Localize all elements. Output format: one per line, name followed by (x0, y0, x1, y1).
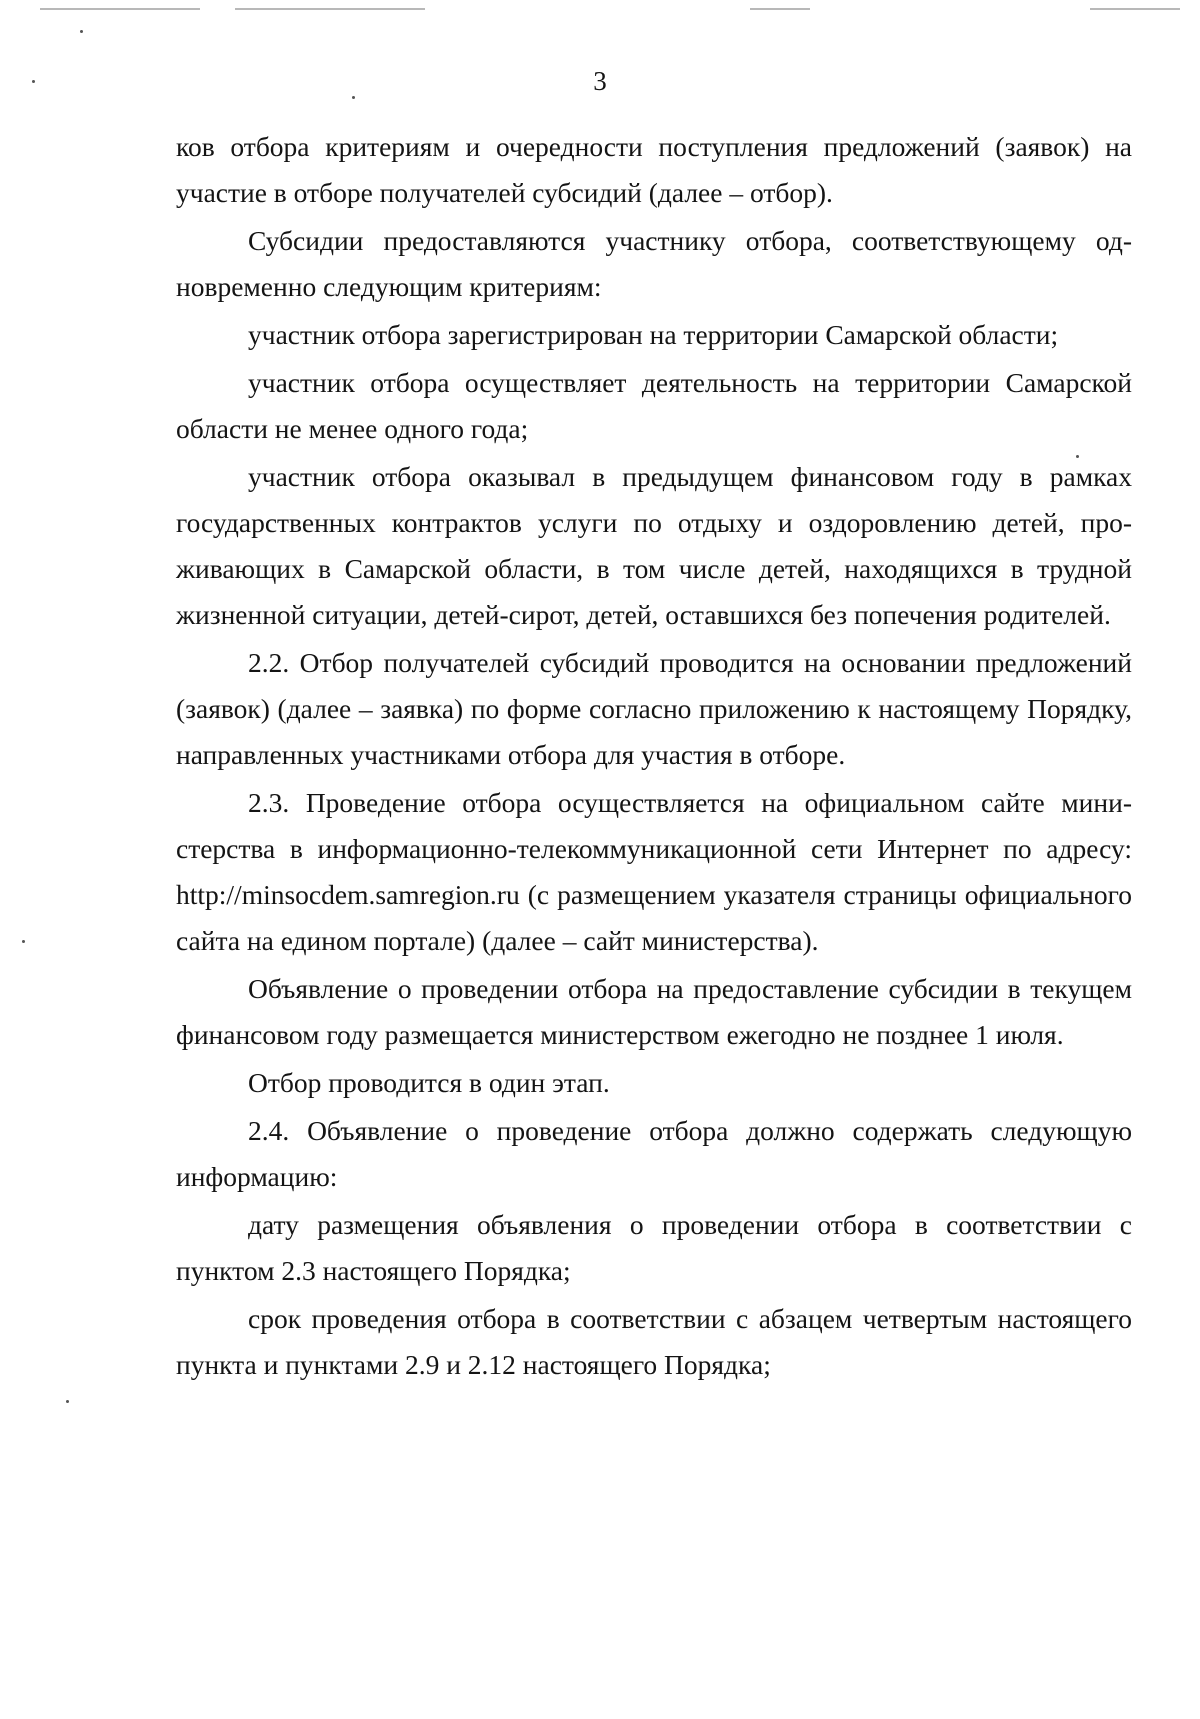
scan-speck (22, 940, 25, 943)
paragraph-item-term: срок проведения отбора в соответствии с абзацем четвертым настоящего пункта и пунктами 2.9 и 2.12 настоящего Порядка; (176, 1303, 1132, 1380)
paragraph-single-stage: Отбор проводится в один этап. (248, 1067, 610, 1098)
scan-edge-line (1090, 8, 1180, 10)
paragraph-2-2: 2.2. Отбор получателей субсидий проводится на основании предложений (заявок) (далее – заявка) по форме согласно приложению к настоящему Порядку, направленных участниками отбора для участия в отборе. (176, 647, 1132, 770)
paragraph-subsidy-criteria-intro: Субсидии предоставляются участнику отбора, соответствующему одновременно следующим критериям: (176, 225, 1132, 302)
scan-edge-line (750, 8, 810, 10)
scan-edge-line (40, 8, 200, 10)
paragraph-continuation: ков отбора критериям и очередности поступления предложений (заявок) на участие в отборе получателей субсидий (далее – отбор). (176, 131, 1132, 208)
page-number: 3 (593, 66, 607, 96)
scan-speck (66, 1400, 69, 1403)
paragraph-item-date: дату размещения объявления о проведении отбора в соответствии с пунктом 2.3 настоящего Порядка; (176, 1209, 1132, 1286)
paragraph-criterion-services: участник отбора оказывал в предыдущем финансовом году в рамках государственных контрактов услуги по отдыху и оздоровлению детей, проживающих в Самарской области, в том числе детей, находящихся в трудной жизненной ситуации, детей-сирот, детей, оставшихся без попечения родителей. (176, 461, 1132, 630)
scan-speck (80, 30, 83, 33)
paragraph-2-4: 2.4. Объявление о проведение отбора должно содержать следующую информацию: (176, 1115, 1132, 1192)
paragraph-2-3: 2.3. Проведение отбора осуществляется на официальном сайте министерства в информационно-телекоммуникационной сети Интернет по адресу: http://minsocdem.samregion.ru (с размещением указателя страницы официального сайта на едином портале) (далее – сайт министерства). (176, 787, 1132, 956)
paragraph-criterion-activity: участник отбора осуществляет деятельность на территории Самарской области не менее одного года; (176, 367, 1132, 444)
body-text (176, 124, 1132, 1390)
scan-edge-line (235, 8, 425, 10)
paragraph-criterion-registered: участник отбора зарегистрирован на территории Самарской области; (248, 319, 1059, 350)
paragraph-announcement: Объявление о проведении отбора на предоставление субсидии в текущем финансовом году размещается министерством ежегодно не позднее 1 июля. (176, 973, 1132, 1050)
